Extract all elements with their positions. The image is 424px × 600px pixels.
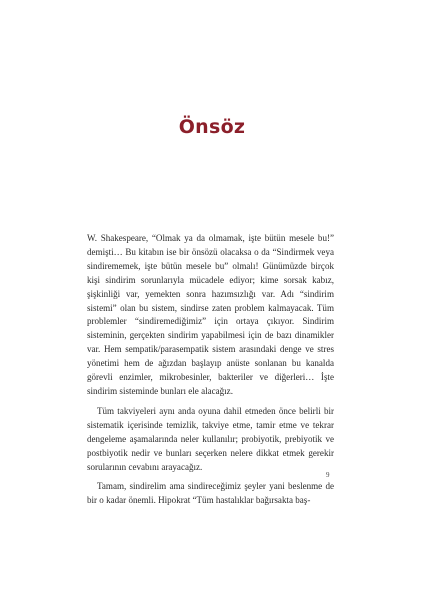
page-number: 9 [326,471,330,479]
paragraph-3: Tamam, sindirelim ama sindireceğimiz şeyler yani beslenme de bir o kadar önemli. Hipokrat “Tüm hastalıklar bağırsakta baş- [87,481,334,506]
chapter-title: Önsöz [178,116,246,138]
paragraph-2: Tüm takviyeleri aynı anda oyuna dahil etmeden önce belirli bir sistematik içerisinde temizlik, takviye etme, tamir etme ve tekrar dengeleme aşamalarında neler kullanılır; probiyotik, prebiyotik ve postbiyotik nedir ve bunları seçerken nelere dikkat etmek gerekir sorularının cevabını arayacağız. [87,405,334,472]
paragraph-1: W. Shakespeare, “Olmak ya da olmamak, işte bütün mesele bu!” demişti… Bu kitabın ise bir önsözü olacaksa o da “Sindirmek veya sindirememek, işte bütün mesele bu” olmalı! Günümüzde birçok kişi sindirim sorunlarıyla mücadele ediyor; kime sorsak kabız, şişkinliği var, yemekten sonra hazımsızlığı var. Adı “sindirim sistemi” olan bu sistem, sindirse zaten problem kalmayacak. Tüm problemler “sindiremediğimiz” için ortaya çıkıyor. Sindirim sisteminin, gerçekten sindirim yapabilmesi için de bazı dinamikler var. Hem sempatik/parasempatik sistem arasındaki denge ve stres yönetimi hem de ağızdan başlayıp anüste sonlanan bu kanalda görevli enzimler, mikrobesinler, bakteriler ve diğerleri… İşte sindirim sisteminde bunları ele alacağız. [87,233,334,396]
body-text [87,232,334,508]
